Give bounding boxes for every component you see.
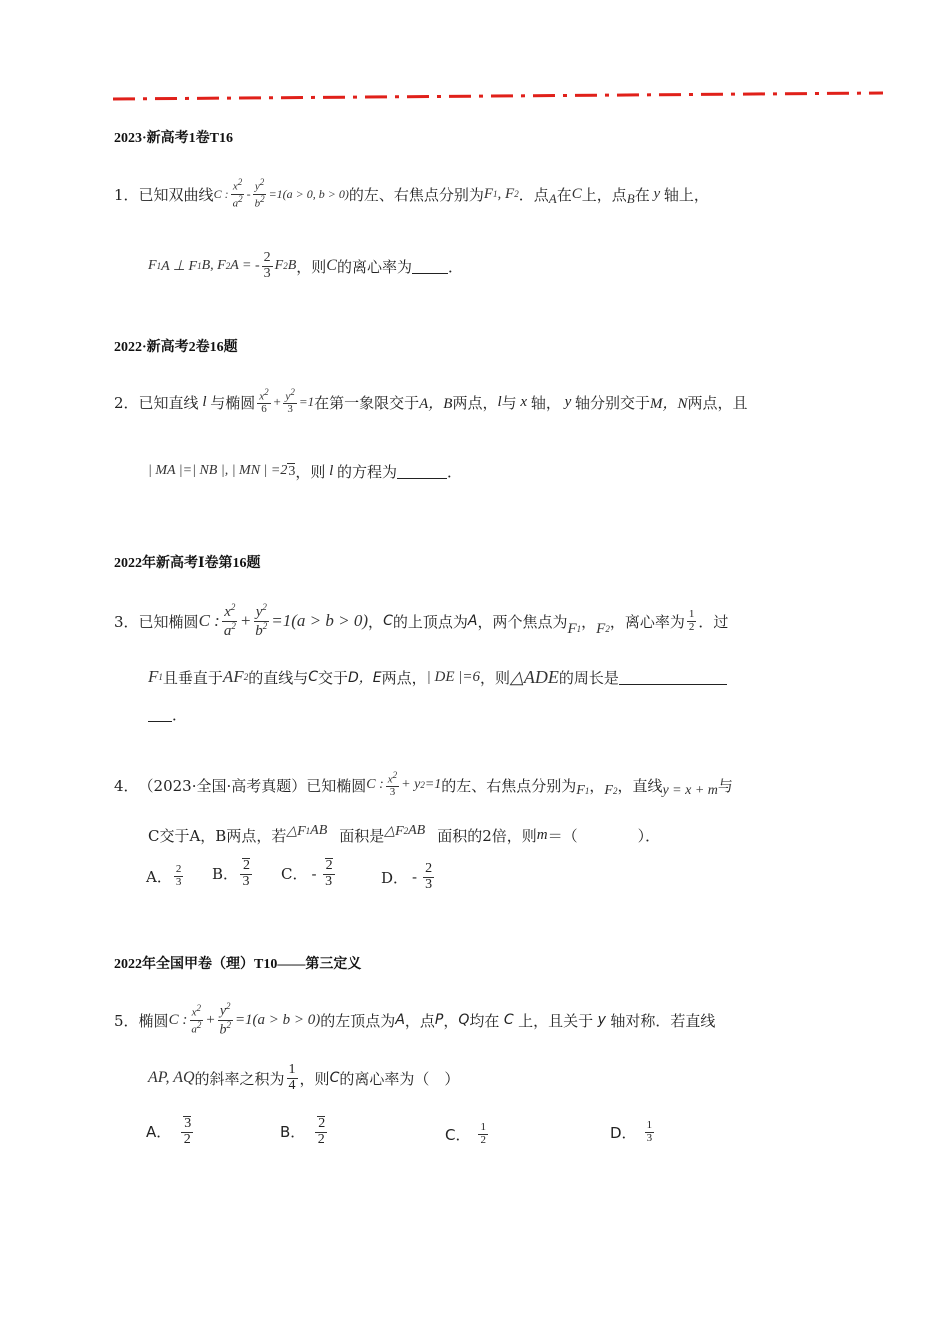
q5-option-a[interactable]: A． $\frac{3}{2}$ [146,1116,192,1147]
q5-option-c[interactable]: C． $\frac{1}{2}$ [445,1121,486,1146]
q1-vector-condition: F 1 A ⊥ F 1 B, F 2 A = - $\frac{2}{3}$ F 2 B [148,249,297,281]
q2-ellipse-equation: $\frac{x^2}{6}$ + $\frac{y^2}{3}$ =1 [259,387,315,416]
q4-option-d[interactable]: D． - $\frac{2}{3}$ [381,861,433,892]
q5-ellipse-equation: C : $\frac{x^2}{a^2}$ + $\frac{y^2}{b^2}$ =1(a > b > 0) [168,1001,321,1038]
q1-number: 1． [114,185,139,204]
heading-q2: 2022·新高考2卷16题 [114,340,238,355]
q4-option-a[interactable]: A． $\frac{2}{3}$ [146,863,182,888]
q2-answer-blank[interactable] [397,464,447,479]
q2-length-condition: | MA |=| NB |, | MN | =2 3 [148,463,296,479]
q3-ellipse-equation: C : $\frac{x^2}{a^2}$ + $\frac{y^2}{b^2}$ =1(a > b > 0) [198,601,369,639]
q1-line1: 1． 已知双曲线 C : $\frac{x^2}{a^2}$ - $\frac{y^2}{b^2}$ =1(a > 0, b > 0) 的左、右焦点分别为 F 1 , F 2 ．点 A 在 C 上，点 B 在 y 轴上， [114,177,709,210]
q1-line2: F 1 A ⊥ F 1 B, F 2 A = - $\frac{2}{3}$ F 2 B ，则 C 的离心率为 ． [148,249,463,281]
q3-line2: F 1 且垂直于 AF 2 的直线与 C 交于 D，E 两点， | DE |=6 ，则 △ADE 的周长是 [148,662,727,692]
q1-answer-blank[interactable] [412,259,448,274]
q5-line2: AP, AQ 的斜率之积为 $\frac{1}{4}$ ，则 C 的离心率为（ ） [148,1061,460,1093]
heading-q3: 2022年新高考Ⅰ卷第16题 [114,556,261,571]
dash-dot-divider [113,90,883,104]
q4-ellipse-equation: C : $\frac{x^2}{3}$ + y 2 =1 [366,770,442,799]
q1-hyperbola-equation: C : $\frac{x^2}{a^2}$ - $\frac{y^2}{b^2}$ =1(a > 0, b > 0) [213,177,349,210]
q3-answer-blank[interactable] [619,670,727,685]
heading-q5: 2022年全国甲卷（理）T10——第三定义 [114,957,362,972]
q4-option-c[interactable]: C． - $\frac{2}{3}$ [281,858,333,889]
q2-line2: | MA |=| NB |, | MN | =2 3 ，则 l 的方程为 ． [148,462,463,481]
q5-option-d[interactable]: D． $\frac{1}{3}$ [610,1119,653,1144]
q4-line1: 4． （2023·全国·高考真题）已知椭圆 C : $\frac{x^2}{3}$ + y 2 =1 的左、右焦点分别为 F 1 ， F 2 ，直线 y = x + m 与 [114,770,733,799]
q3-line1: 3． 已知椭圆 C : $\frac{x^2}{a^2}$ + $\frac{y^2}{b^2}$ =1(a > b > 0) ， C 的上顶点为 A ，两个焦点为 F 1 ， F 2 ，离心率为 $\frac{1}{2}$ ．过 [114,601,729,639]
q4-option-b[interactable]: B． $\frac{2}{3}$ [212,858,251,889]
q4-line2: C交于A，B两点，若 △F 1 AB 面积是 △F 2 AB 面积的2倍，则 m ＝（ ）． [148,823,661,845]
q5-option-b[interactable]: B． $\frac{2}{2}$ [280,1116,326,1147]
q3-line3: ． [148,703,187,725]
q5-line1: 5． 椭圆 C : $\frac{x^2}{a^2}$ + $\frac{y^2}{b^2}$ =1(a > b > 0) 的左顶点为 A ，点 P ， Q 均在 C 上，且关于 y 轴对称．若直线 [114,1001,716,1038]
q1-text: 已知双曲线 [138,185,214,204]
heading-q1: 2023·新高考1卷T16 [114,131,234,146]
q2-line1: 2． 已知直线 l 与椭圆 $\frac{x^2}{6}$ + $\frac{y^2}{3}$ =1 在第一象限交于 A，B 两点， l 与 x 轴， y 轴分别交于 M，N 两点，且 [114,387,748,416]
